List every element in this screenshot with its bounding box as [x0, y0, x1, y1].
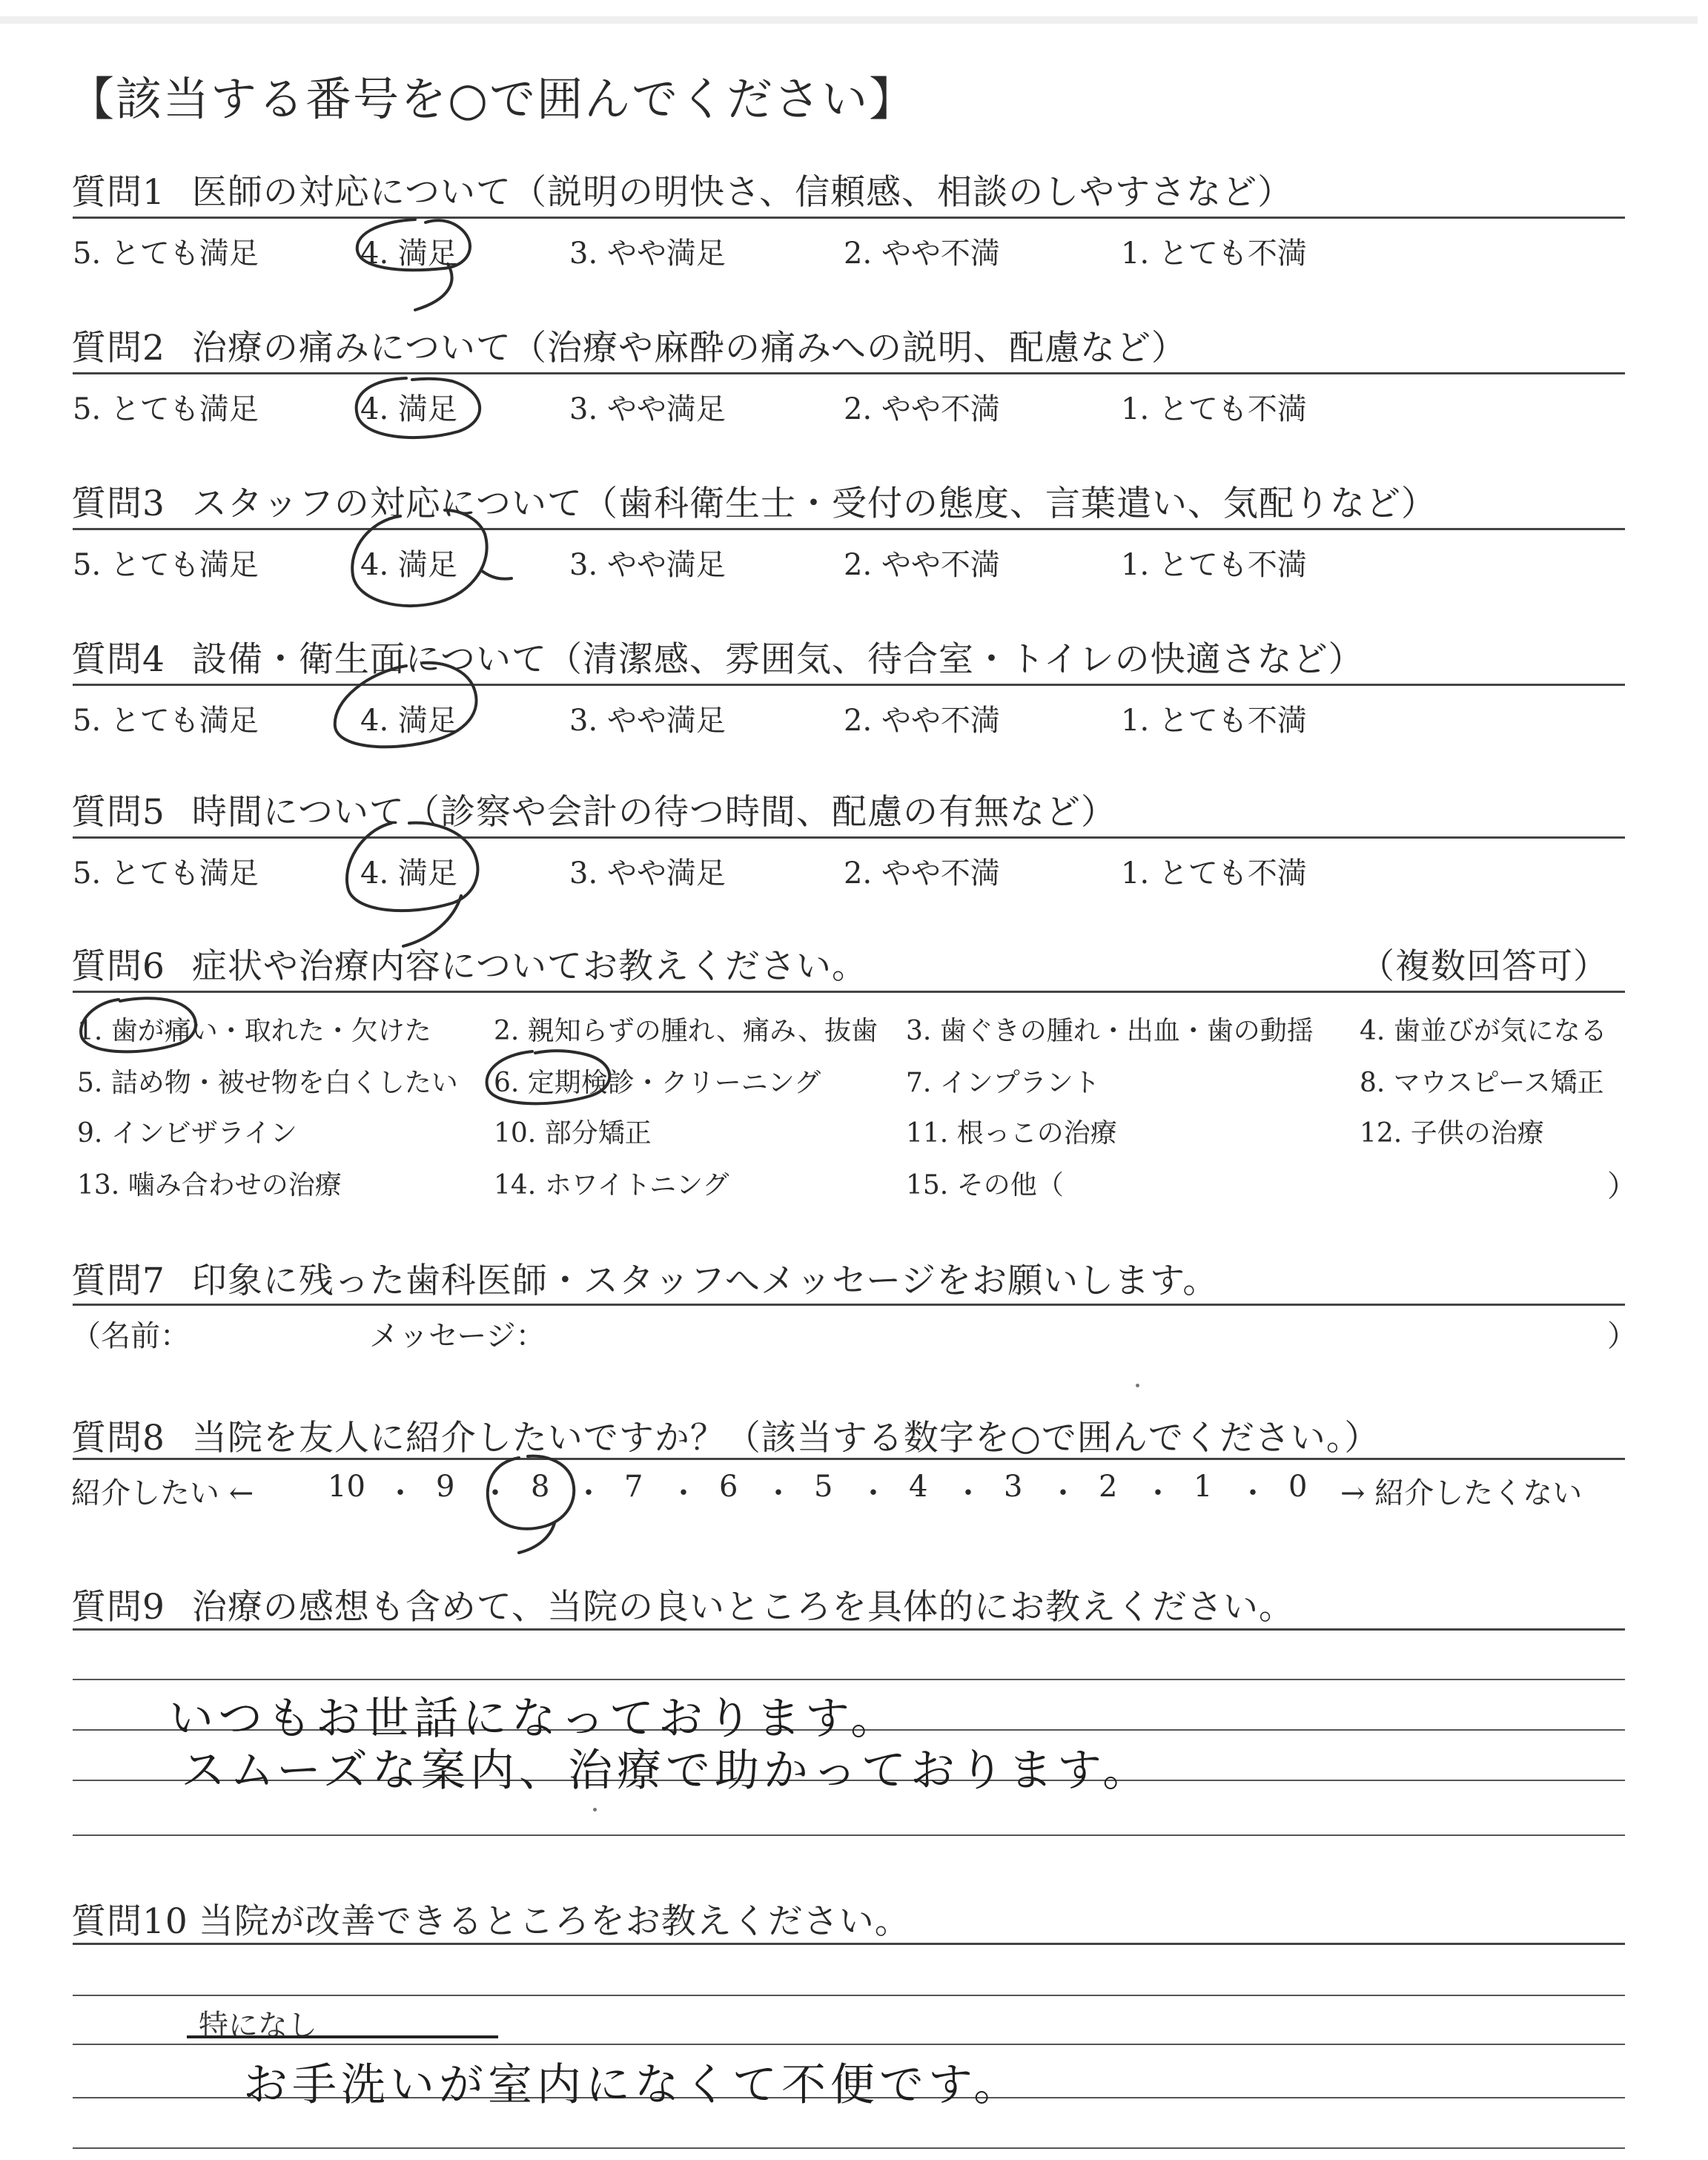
recommend-right-label: → 紹介したくない: [1340, 1476, 1583, 1510]
question-rule: [73, 372, 1625, 374]
form-header: 【該当する番号を○で囲んでください】: [68, 72, 917, 126]
option-3[interactable]: 3. やや満足: [569, 237, 726, 271]
scale-1[interactable]: 1: [1194, 1470, 1213, 1504]
option-5[interactable]: 5. とても満足: [73, 392, 259, 426]
question-rule: [73, 528, 1625, 530]
option-3[interactable]: 3. やや満足: [569, 856, 726, 891]
scale-7[interactable]: 7: [624, 1470, 643, 1504]
symptom-option-9[interactable]: 9. インビザライン: [77, 1118, 297, 1149]
scale-separator: ・: [764, 1476, 793, 1510]
option-2[interactable]: 2. やや不満: [844, 392, 1000, 426]
answer-line: [73, 1995, 1625, 1996]
question-rule: [73, 1304, 1625, 1306]
scale-separator: ・: [480, 1476, 510, 1510]
option-3[interactable]: 3. やや満足: [569, 548, 726, 582]
scale-5[interactable]: 5: [814, 1470, 833, 1504]
option-3[interactable]: 3. やや満足: [569, 392, 726, 426]
symptom-option-1[interactable]: 1. 歯が痛い・取れた・欠けた: [77, 1016, 431, 1046]
question-3: [71, 476, 1437, 526]
scale-3[interactable]: 3: [1004, 1470, 1023, 1504]
option-4[interactable]: 4. 満足: [360, 237, 457, 271]
multiple-answers-note: （複数回答可）: [1360, 946, 1609, 987]
question-number: 質問6: [71, 946, 165, 987]
question-5: [71, 785, 1116, 834]
question-4: [71, 632, 1364, 681]
question-text: 時間について（診察や会計の待つ時間、配慮の有無など）: [191, 792, 1116, 833]
scan-edge: [0, 16, 1698, 24]
symptom-option-15[interactable]: 15. その他（: [906, 1170, 1064, 1200]
scale-2[interactable]: 2: [1099, 1470, 1118, 1504]
symptom-option-10[interactable]: 10. 部分矯正: [494, 1118, 652, 1149]
answer-line: [73, 1679, 1625, 1680]
question-text: 医師の対応について（説明の明快さ、信頼感、相談のしやすさなど）: [191, 172, 1294, 213]
option-4[interactable]: 4. 満足: [360, 548, 457, 582]
question-number: 質問8: [71, 1418, 165, 1459]
scale-9[interactable]: 9: [436, 1470, 455, 1504]
scan-speck: [1136, 1384, 1139, 1387]
option-2[interactable]: 2. やや不満: [844, 704, 1000, 738]
scale-separator: ・: [1048, 1476, 1078, 1510]
question-number: 質問1: [71, 172, 165, 213]
answer-line: [73, 2147, 1625, 2149]
handwritten-answer-line: いつもお世話になっております。: [169, 1693, 900, 1745]
symptom-option-12[interactable]: 12. 子供の治療: [1360, 1118, 1544, 1149]
symptom-option-5[interactable]: 5. 詰め物・被せ物を白くしたい: [77, 1068, 458, 1098]
question-1: [71, 165, 1293, 214]
scale-separator: ・: [953, 1476, 983, 1510]
handwritten-answer-line: スムーズな案内、治療で助かっております。: [181, 1745, 1152, 1797]
scale-separator: ・: [574, 1476, 603, 1510]
option-1[interactable]: 1. とても不満: [1121, 548, 1307, 582]
question-9: [71, 1579, 1294, 1629]
question-rule: [73, 1943, 1625, 1945]
symptom-option-2[interactable]: 2. 親知らずの腫れ、痛み、抜歯: [494, 1016, 878, 1046]
option-2[interactable]: 2. やや不満: [844, 548, 1000, 582]
question-number: 質問9: [71, 1587, 165, 1628]
scan-speck: [593, 1808, 597, 1811]
question-2: [71, 320, 1187, 370]
scale-separator: ・: [1143, 1476, 1173, 1510]
message-label: メッセージ：: [369, 1319, 546, 1353]
symptom-option-14[interactable]: 14. ホワイトニング: [494, 1170, 729, 1200]
option-5[interactable]: 5. とても満足: [73, 704, 259, 738]
scale-6[interactable]: 6: [719, 1470, 738, 1504]
scale-separator: ・: [858, 1476, 888, 1510]
symptom-option-8[interactable]: 8. マウスピース矯正: [1360, 1068, 1604, 1098]
option-5[interactable]: 5. とても満足: [73, 237, 259, 271]
question-text: 印象に残った歯科医師・スタッフへメッセージをお願いします。: [191, 1261, 1219, 1301]
scale-separator: ・: [669, 1476, 698, 1510]
question-rule: [73, 684, 1625, 686]
struck-handwriting: 特になし: [199, 2009, 317, 2043]
question-number: 質問5: [71, 792, 165, 833]
scale-8[interactable]: 8: [531, 1470, 550, 1504]
symptom-option-13[interactable]: 13. 噛み合わせの治療: [77, 1170, 342, 1200]
option-3[interactable]: 3. やや満足: [569, 704, 726, 738]
option-4[interactable]: 4. 満足: [360, 704, 457, 738]
question-number: 質問3: [71, 483, 165, 524]
option-1[interactable]: 1. とても不満: [1121, 237, 1307, 271]
handwritten-answer-line: お手洗いが室内になくて不便です。: [243, 2059, 1023, 2111]
question-rule: [73, 991, 1625, 993]
question-rule: [73, 1628, 1625, 1631]
option-2[interactable]: 2. やや不満: [844, 237, 1000, 271]
symptom-option-3[interactable]: 3. 歯ぐきの腫れ・出血・歯の動揺: [906, 1016, 1314, 1046]
answer-line: [73, 1834, 1625, 1836]
question-text: 設備・衛生面について（清潔感、雰囲気、待合室・トイレの快適さなど）: [191, 639, 1364, 680]
scale-10[interactable]: 10: [328, 1470, 365, 1504]
question-text: スタッフの対応について（歯科衛生士・受付の態度、言葉遣い、気配りなど）: [191, 483, 1437, 524]
question-8: [71, 1410, 1380, 1460]
name-label: （名前：: [71, 1319, 190, 1353]
option-2[interactable]: 2. やや不満: [844, 856, 1000, 891]
symptom-option-6[interactable]: 6. 定期検診・クリーニング: [494, 1068, 821, 1098]
question-rule: [73, 217, 1625, 219]
option-1[interactable]: 1. とても不満: [1121, 392, 1307, 426]
question-number: 質問7: [71, 1261, 165, 1301]
question-rule: [73, 1458, 1625, 1460]
strikethrough-line: [187, 2035, 498, 2038]
recommend-left-label: 紹介したい ←: [71, 1476, 254, 1510]
symptom-option-7[interactable]: 7. インプラント: [906, 1068, 1100, 1098]
question-number: 質問10: [71, 1901, 188, 1942]
scale-separator: ・: [1238, 1476, 1268, 1510]
option-5[interactable]: 5. とても満足: [73, 548, 259, 582]
scale-separator: ・: [385, 1476, 415, 1510]
question-rule: [73, 836, 1625, 839]
question-text: 治療の感想も含めて、当院の良いところを具体的にお教えください。: [191, 1587, 1294, 1628]
option-1[interactable]: 1. とても不満: [1121, 704, 1307, 738]
question-10: [71, 1894, 910, 1943]
question-text: 当院を友人に紹介したいですか？（該当する数字を○で囲んでください。）: [191, 1418, 1380, 1459]
question-text: 症状や治療内容についてお教えください。: [191, 946, 867, 987]
symptom-option-11[interactable]: 11. 根っこの治療: [906, 1118, 1117, 1149]
option-4[interactable]: 4. 満足: [360, 856, 457, 891]
question-7: [71, 1253, 1218, 1303]
option-1[interactable]: 1. とても不満: [1121, 856, 1307, 891]
question-6: [71, 939, 867, 988]
option-4[interactable]: 4. 満足: [360, 392, 457, 426]
question-text: 当院が改善できるところをお教えください。: [198, 1901, 910, 1942]
message-closing-paren: ）: [1607, 1319, 1637, 1353]
question-text: 治療の痛みについて（治療や麻酔の痛みへの説明、配慮など）: [191, 328, 1188, 369]
scale-0[interactable]: 0: [1288, 1470, 1308, 1504]
question-number: 質問2: [71, 328, 165, 369]
option-5[interactable]: 5. とても満足: [73, 856, 259, 891]
question-number: 質問4: [71, 639, 165, 680]
other-closing-paren: ）: [1607, 1169, 1637, 1203]
symptom-option-4[interactable]: 4. 歯並びが気になる: [1360, 1016, 1607, 1046]
scale-4[interactable]: 4: [909, 1470, 928, 1504]
